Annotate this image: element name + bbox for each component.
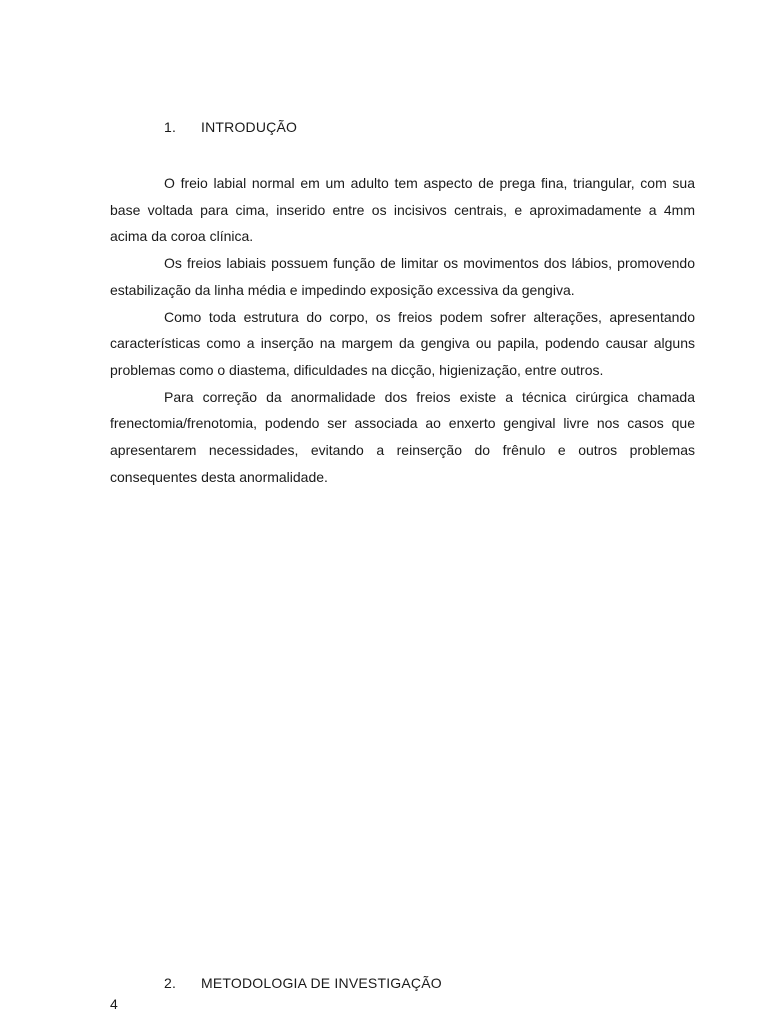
page-number: 4 <box>110 996 118 1012</box>
section-heading-metodologia <box>164 975 442 991</box>
paragraph: O freio labial normal em um adulto tem aspecto de prega fina, triangular, com sua base voltada para cima, inserido entre os incisivos centrais, e aproximadamente a 4mm acima da coroa clínica. <box>110 175 695 245</box>
section-title: METODOLOGIA DE INVESTIGAÇÃO <box>201 975 442 991</box>
paragraph: Como toda estrutura do corpo, os freios podem sofrer alterações, apresentando características como a inserção na margem da gengiva ou papila, podendo causar alguns problemas como o diastema, dificuldades na dicção, higienização, entre outros. <box>110 308 695 378</box>
section-title: INTRODUÇÃO <box>201 119 298 135</box>
section-number: 2. <box>164 975 177 991</box>
section-body <box>110 170 695 490</box>
section-heading-introducao <box>164 119 297 135</box>
paragraph: Os freios labiais possuem função de limitar os movimentos dos lábios, promovendo estabilização da linha média e impedindo exposição excessiva da gengiva. <box>110 255 695 298</box>
section-number: 1. <box>164 119 177 135</box>
paragraph: Para correção da anormalidade dos freios existe a técnica cirúrgica chamada frenectomia/frenotomia, podendo ser associada ao enxerto gengival livre nos casos que apresentarem necessidades, evitando a reinserção do frênulo e outros problemas consequentes desta anormalidade. <box>110 388 695 485</box>
